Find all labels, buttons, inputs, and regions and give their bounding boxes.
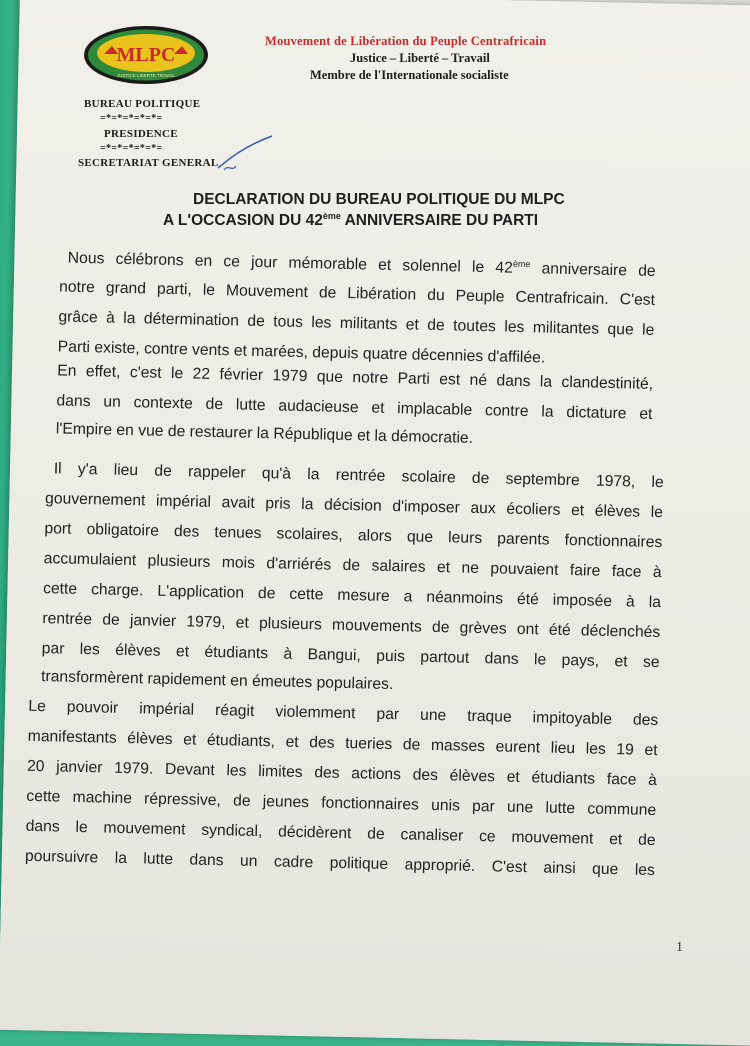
party-logo: [82, 24, 210, 86]
text-line: cette charge. L'application de cette mesure a néanmoins été imposée à la: [42, 580, 662, 612]
party-membership: Membre de l'Internationale socialiste: [310, 68, 509, 82]
logo-ring-text: JUSTICE LIBERTE TRAVAIL: [117, 73, 175, 78]
text-line: manifestants élèves et étudiants, et des tueries de masses eurent lieu les 19 et: [27, 727, 658, 760]
text-line: dans un contexte de lutte audacieuse et implacable contre la dictature et: [56, 392, 653, 423]
text-line: accumulaient plusieurs mois d'arriérés de salaires et ne pouvaient faire face à: [43, 550, 662, 582]
logo-text: MLPC: [116, 44, 176, 66]
text-line: Le pouvoir impérial réagit violemment par une traque impitoyable des: [28, 697, 659, 730]
bureau-politique-label: BUREAU POLITIQUE: [84, 98, 201, 110]
text-line: rentrée de janvier 1979, et plusieurs mouvements de grèves ont été déclenchés: [42, 610, 661, 642]
text-line: 20 janvier 1979. Devant les limites des actions des élèves et étudiants face à: [26, 757, 658, 790]
presidence-label: PRESIDENCE: [104, 128, 178, 140]
text-line: poursuivre la lutte dans un cadre politique approprié. C'est ainsi que les: [24, 847, 656, 880]
secretariat-label: SECRETARIAT GENERAL: [78, 157, 219, 169]
text-line: transformèrent rapidement en émeutes populaires.: [40, 668, 394, 694]
paragraph-2: [24, 460, 680, 880]
page-number: 1: [676, 940, 683, 955]
signature-stroke: [210, 128, 280, 178]
text-line: grâce à la détermination de tous les militants et de toutes les militantes que le: [58, 308, 655, 339]
text-line: par les élèves et étudiants à Bangui, puis partout dans le pays, et se: [41, 640, 660, 672]
text-line: gouvernement impérial avait pris la décision d'imposer aux écoliers et élèves le: [44, 490, 664, 522]
declaration-title-line1: DECLARATION DU BUREAU POLITIQUE DU MLPC: [193, 191, 565, 208]
text-line: l'Empire en vue de restaurer la République et la démocratie.: [55, 420, 474, 447]
party-motto: Justice – Liberté – Travail: [350, 51, 490, 65]
separator: =*=*=*=*=*=: [100, 143, 163, 154]
text-line: notre grand parti, le Mouvement de Libération du Peuple Centrafricain. C'est: [58, 278, 656, 309]
declaration-title-line2: A L'OCCASION DU 42ème ANNIVERSAIRE DU PARTI: [163, 211, 539, 229]
paragraph-1: [40, 248, 680, 447]
text-line: Nous célébrons en ce jour mémorable et solennel le 42ème anniversaire de: [67, 249, 656, 280]
text-line: dans le mouvement syndical, décidèrent de canaliser ce mouvement et de: [25, 817, 656, 850]
separator: =*=*=*=*=*=: [100, 113, 163, 124]
text-line: En effet, c'est le 22 février 1979 que notre Parti est né dans la clandestinité,: [57, 362, 654, 393]
text-line: Il y'a lieu de rappeler qu'à la rentrée scolaire de septembre 1978, le: [53, 460, 664, 492]
text-line: cette machine répressive, de jeunes fonctionnaires unis par une lutte commune: [26, 787, 657, 820]
text-line: Parti existe, contre vents et marées, depuis quatre décennies d'affilée.: [57, 338, 546, 367]
text-line: port obligatoire des tenues scolaires, alors que leurs parents fonctionnaires: [44, 520, 663, 552]
party-name: Mouvement de Libération du Peuple Centrafricain: [265, 34, 547, 48]
